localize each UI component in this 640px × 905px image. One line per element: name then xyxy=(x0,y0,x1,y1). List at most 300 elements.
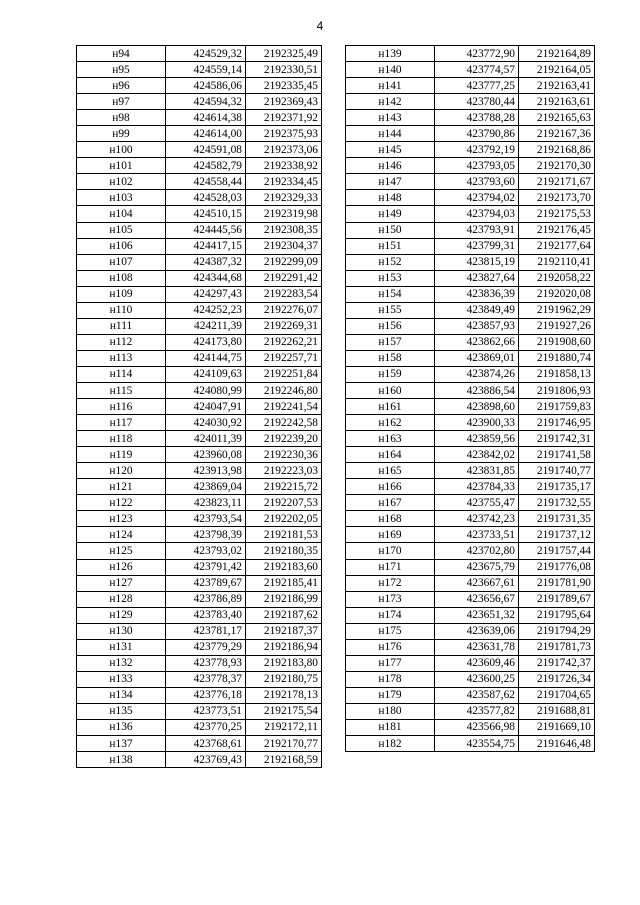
table-row xyxy=(346,190,595,206)
x-coordinate-cell: 423827,64 xyxy=(435,270,519,286)
point-id-cell: н147 xyxy=(346,174,435,190)
y-coordinate-cell: 2192223,03 xyxy=(246,463,322,479)
y-coordinate-cell: 2191740,77 xyxy=(519,463,595,479)
point-id-cell: н118 xyxy=(77,431,166,447)
x-coordinate-cell: 423566,98 xyxy=(435,719,519,735)
y-coordinate-cell: 2192172,11 xyxy=(246,719,322,735)
y-coordinate-cell: 2191704,65 xyxy=(519,687,595,703)
point-id-cell: н159 xyxy=(346,366,435,382)
y-coordinate-cell: 2192239,20 xyxy=(246,431,322,447)
table-row xyxy=(346,270,595,286)
y-coordinate-cell: 2192375,93 xyxy=(246,126,322,142)
point-id-cell: н155 xyxy=(346,302,435,318)
x-coordinate-cell: 423900,33 xyxy=(435,415,519,431)
table-row xyxy=(77,639,322,655)
point-id-cell: н130 xyxy=(77,623,166,639)
point-id-cell: н105 xyxy=(77,222,166,238)
y-coordinate-cell: 2192180,35 xyxy=(246,543,322,559)
point-id-cell: н123 xyxy=(77,511,166,527)
point-id-cell: н173 xyxy=(346,591,435,607)
x-coordinate-cell: 424080,99 xyxy=(166,382,246,398)
y-coordinate-cell: 2191795,64 xyxy=(519,607,595,623)
y-coordinate-cell: 2192299,09 xyxy=(246,254,322,270)
y-coordinate-cell: 2192308,35 xyxy=(246,222,322,238)
point-id-cell: н180 xyxy=(346,703,435,719)
x-coordinate-cell: 423793,02 xyxy=(166,543,246,559)
point-id-cell: н142 xyxy=(346,94,435,110)
table-row xyxy=(346,559,595,575)
x-coordinate-cell: 423770,25 xyxy=(166,719,246,735)
x-coordinate-cell: 424614,38 xyxy=(166,110,246,126)
x-coordinate-cell: 424528,03 xyxy=(166,190,246,206)
x-coordinate-cell: 423960,08 xyxy=(166,447,246,463)
x-coordinate-cell: 423791,42 xyxy=(166,559,246,575)
x-coordinate-cell: 423667,61 xyxy=(435,575,519,591)
x-coordinate-cell: 423831,85 xyxy=(435,463,519,479)
point-id-cell: н148 xyxy=(346,190,435,206)
point-id-cell: н168 xyxy=(346,511,435,527)
point-id-cell: н131 xyxy=(77,639,166,655)
point-id-cell: н100 xyxy=(77,142,166,158)
point-id-cell: н120 xyxy=(77,463,166,479)
table-row xyxy=(346,238,595,254)
x-coordinate-cell: 423755,47 xyxy=(435,495,519,511)
table-row xyxy=(346,46,595,62)
y-coordinate-cell: 2191794,29 xyxy=(519,623,595,639)
y-coordinate-cell: 2192242,58 xyxy=(246,415,322,431)
table-row xyxy=(346,110,595,126)
table-row xyxy=(346,607,595,623)
x-coordinate-cell: 423781,17 xyxy=(166,623,246,639)
x-coordinate-cell: 423631,78 xyxy=(435,639,519,655)
y-coordinate-cell: 2191789,67 xyxy=(519,591,595,607)
y-coordinate-cell: 2192187,37 xyxy=(246,623,322,639)
y-coordinate-cell: 2192058,22 xyxy=(519,270,595,286)
table-row xyxy=(346,126,595,142)
page-number: 4 xyxy=(316,19,324,33)
table-row xyxy=(346,736,595,752)
point-id-cell: н139 xyxy=(346,46,435,62)
table-row xyxy=(77,703,322,719)
y-coordinate-cell: 2191806,93 xyxy=(519,382,595,398)
point-id-cell: н127 xyxy=(77,575,166,591)
table-row xyxy=(77,559,322,575)
point-id-cell: н160 xyxy=(346,382,435,398)
table-row xyxy=(77,752,322,768)
x-coordinate-cell: 423777,25 xyxy=(435,78,519,94)
y-coordinate-cell: 2192335,45 xyxy=(246,78,322,94)
y-coordinate-cell: 2191781,90 xyxy=(519,575,595,591)
table-row xyxy=(77,286,322,302)
table-row xyxy=(77,719,322,735)
table-row xyxy=(346,639,595,655)
table-row xyxy=(77,238,322,254)
table-row xyxy=(77,447,322,463)
point-id-cell: н165 xyxy=(346,463,435,479)
point-id-cell: н171 xyxy=(346,559,435,575)
x-coordinate-cell: 423587,62 xyxy=(435,687,519,703)
table-row xyxy=(346,591,595,607)
point-id-cell: н138 xyxy=(77,752,166,768)
table-row xyxy=(346,415,595,431)
x-coordinate-cell: 424252,23 xyxy=(166,302,246,318)
table-row xyxy=(346,158,595,174)
table-row xyxy=(77,62,322,78)
x-coordinate-cell: 424047,91 xyxy=(166,399,246,415)
x-coordinate-cell: 423780,44 xyxy=(435,94,519,110)
point-id-cell: н166 xyxy=(346,479,435,495)
y-coordinate-cell: 2192171,67 xyxy=(519,174,595,190)
y-coordinate-cell: 2192330,51 xyxy=(246,62,322,78)
y-coordinate-cell: 2191781,73 xyxy=(519,639,595,655)
x-coordinate-cell: 423554,75 xyxy=(435,736,519,752)
y-coordinate-cell: 2192177,64 xyxy=(519,238,595,254)
y-coordinate-cell: 2192187,62 xyxy=(246,607,322,623)
y-coordinate-cell: 2191759,83 xyxy=(519,399,595,415)
x-coordinate-cell: 424297,43 xyxy=(166,286,246,302)
x-coordinate-cell: 424144,75 xyxy=(166,350,246,366)
table-row xyxy=(77,334,322,350)
point-id-cell: н152 xyxy=(346,254,435,270)
point-id-cell: н182 xyxy=(346,736,435,752)
y-coordinate-cell: 2191735,17 xyxy=(519,479,595,495)
y-coordinate-cell: 2192110,41 xyxy=(519,254,595,270)
table-row xyxy=(346,511,595,527)
y-coordinate-cell: 2192168,86 xyxy=(519,142,595,158)
point-id-cell: н114 xyxy=(77,366,166,382)
x-coordinate-cell: 423774,57 xyxy=(435,62,519,78)
x-coordinate-cell: 423857,93 xyxy=(435,318,519,334)
table-row xyxy=(346,575,595,591)
x-coordinate-cell: 423869,01 xyxy=(435,350,519,366)
x-coordinate-cell: 423702,80 xyxy=(435,543,519,559)
table-row xyxy=(77,222,322,238)
table-row xyxy=(77,591,322,607)
x-coordinate-cell: 423793,05 xyxy=(435,158,519,174)
table-row xyxy=(346,286,595,302)
table-row xyxy=(346,222,595,238)
point-id-cell: н158 xyxy=(346,350,435,366)
x-coordinate-cell: 423898,60 xyxy=(435,399,519,415)
x-coordinate-cell: 423773,51 xyxy=(166,703,246,719)
x-coordinate-cell: 423609,46 xyxy=(435,655,519,671)
y-coordinate-cell: 2192163,61 xyxy=(519,94,595,110)
y-coordinate-cell: 2191908,60 xyxy=(519,334,595,350)
y-coordinate-cell: 2192325,49 xyxy=(246,46,322,62)
point-id-cell: н99 xyxy=(77,126,166,142)
table-row xyxy=(77,671,322,687)
y-coordinate-cell: 2191746,95 xyxy=(519,415,595,431)
x-coordinate-cell: 423874,26 xyxy=(435,366,519,382)
y-coordinate-cell: 2192262,21 xyxy=(246,334,322,350)
table-row xyxy=(77,302,322,318)
point-id-cell: н151 xyxy=(346,238,435,254)
point-id-cell: н121 xyxy=(77,479,166,495)
y-coordinate-cell: 2192175,53 xyxy=(519,206,595,222)
y-coordinate-cell: 2192185,41 xyxy=(246,575,322,591)
y-coordinate-cell: 2192319,98 xyxy=(246,206,322,222)
y-coordinate-cell: 2192257,71 xyxy=(246,350,322,366)
x-coordinate-cell: 424529,32 xyxy=(166,46,246,62)
x-coordinate-cell: 423789,67 xyxy=(166,575,246,591)
y-coordinate-cell: 2192164,05 xyxy=(519,62,595,78)
point-id-cell: н104 xyxy=(77,206,166,222)
point-id-cell: н108 xyxy=(77,270,166,286)
point-id-cell: н150 xyxy=(346,222,435,238)
table-row xyxy=(77,399,322,415)
x-coordinate-cell: 423913,98 xyxy=(166,463,246,479)
x-coordinate-cell: 423793,91 xyxy=(435,222,519,238)
x-coordinate-cell: 423793,54 xyxy=(166,511,246,527)
point-id-cell: н109 xyxy=(77,286,166,302)
y-coordinate-cell: 2192369,43 xyxy=(246,94,322,110)
point-id-cell: н169 xyxy=(346,527,435,543)
y-coordinate-cell: 2192183,60 xyxy=(246,559,322,575)
table-row xyxy=(346,431,595,447)
point-id-cell: н110 xyxy=(77,302,166,318)
table-row xyxy=(77,318,322,334)
point-id-cell: н128 xyxy=(77,591,166,607)
point-id-cell: н172 xyxy=(346,575,435,591)
y-coordinate-cell: 2191669,10 xyxy=(519,719,595,735)
table-row xyxy=(77,543,322,559)
x-coordinate-cell: 424586,06 xyxy=(166,78,246,94)
table-row xyxy=(346,399,595,415)
table-row xyxy=(77,415,322,431)
x-coordinate-cell: 423639,06 xyxy=(435,623,519,639)
table-row xyxy=(346,350,595,366)
y-coordinate-cell: 2192180,75 xyxy=(246,671,322,687)
x-coordinate-cell: 424211,39 xyxy=(166,318,246,334)
table-row xyxy=(77,575,322,591)
x-coordinate-cell: 424510,15 xyxy=(166,206,246,222)
x-coordinate-cell: 423786,89 xyxy=(166,591,246,607)
point-id-cell: н143 xyxy=(346,110,435,126)
point-id-cell: н133 xyxy=(77,671,166,687)
point-id-cell: н162 xyxy=(346,415,435,431)
x-coordinate-cell: 423799,31 xyxy=(435,238,519,254)
table-row xyxy=(77,174,322,190)
point-id-cell: н111 xyxy=(77,318,166,334)
table-row xyxy=(346,366,595,382)
x-coordinate-cell: 424011,39 xyxy=(166,431,246,447)
y-coordinate-cell: 2191731,35 xyxy=(519,511,595,527)
point-id-cell: н140 xyxy=(346,62,435,78)
x-coordinate-cell: 424594,32 xyxy=(166,94,246,110)
table-row xyxy=(77,254,322,270)
coordinates-table-right xyxy=(345,45,595,752)
y-coordinate-cell: 2192371,92 xyxy=(246,110,322,126)
table-row xyxy=(77,366,322,382)
y-coordinate-cell: 2191688,81 xyxy=(519,703,595,719)
y-coordinate-cell: 2192251,84 xyxy=(246,366,322,382)
y-coordinate-cell: 2192202,05 xyxy=(246,511,322,527)
y-coordinate-cell: 2191858,13 xyxy=(519,366,595,382)
point-id-cell: н103 xyxy=(77,190,166,206)
table-row xyxy=(77,655,322,671)
point-id-cell: н156 xyxy=(346,318,435,334)
table-row xyxy=(77,94,322,110)
point-id-cell: н167 xyxy=(346,495,435,511)
x-coordinate-cell: 423769,43 xyxy=(166,752,246,768)
y-coordinate-cell: 2191742,37 xyxy=(519,655,595,671)
table-row xyxy=(346,719,595,735)
x-coordinate-cell: 423823,11 xyxy=(166,495,246,511)
table-row xyxy=(77,431,322,447)
table-row xyxy=(346,174,595,190)
x-coordinate-cell: 423794,02 xyxy=(435,190,519,206)
x-coordinate-cell: 423784,33 xyxy=(435,479,519,495)
y-coordinate-cell: 2192181,53 xyxy=(246,527,322,543)
point-id-cell: н179 xyxy=(346,687,435,703)
table-row xyxy=(346,318,595,334)
x-coordinate-cell: 423793,60 xyxy=(435,174,519,190)
x-coordinate-cell: 424173,80 xyxy=(166,334,246,350)
point-id-cell: н161 xyxy=(346,399,435,415)
table-row xyxy=(346,479,595,495)
x-coordinate-cell: 423859,56 xyxy=(435,431,519,447)
x-coordinate-cell: 423778,37 xyxy=(166,671,246,687)
point-id-cell: н145 xyxy=(346,142,435,158)
x-coordinate-cell: 423776,18 xyxy=(166,687,246,703)
y-coordinate-cell: 2191726,34 xyxy=(519,671,595,687)
table-row xyxy=(77,206,322,222)
point-id-cell: н106 xyxy=(77,238,166,254)
point-id-cell: н129 xyxy=(77,607,166,623)
table-row xyxy=(77,46,322,62)
x-coordinate-cell: 424417,15 xyxy=(166,238,246,254)
y-coordinate-cell: 2192176,45 xyxy=(519,222,595,238)
y-coordinate-cell: 2192291,42 xyxy=(246,270,322,286)
x-coordinate-cell: 423815,19 xyxy=(435,254,519,270)
y-coordinate-cell: 2192020,08 xyxy=(519,286,595,302)
x-coordinate-cell: 423886,54 xyxy=(435,382,519,398)
y-coordinate-cell: 2191927,26 xyxy=(519,318,595,334)
table-row xyxy=(77,607,322,623)
point-id-cell: н102 xyxy=(77,174,166,190)
point-id-cell: н144 xyxy=(346,126,435,142)
y-coordinate-cell: 2192173,70 xyxy=(519,190,595,206)
table-row xyxy=(77,463,322,479)
table-row xyxy=(77,527,322,543)
point-id-cell: н135 xyxy=(77,703,166,719)
table-row xyxy=(346,655,595,671)
x-coordinate-cell: 424344,68 xyxy=(166,270,246,286)
table-row xyxy=(346,302,595,318)
point-id-cell: н157 xyxy=(346,334,435,350)
x-coordinate-cell: 424559,14 xyxy=(166,62,246,78)
y-coordinate-cell: 2191737,12 xyxy=(519,527,595,543)
table-row xyxy=(77,158,322,174)
point-id-cell: н116 xyxy=(77,399,166,415)
point-id-cell: н95 xyxy=(77,62,166,78)
x-coordinate-cell: 423836,39 xyxy=(435,286,519,302)
table-row xyxy=(77,479,322,495)
y-coordinate-cell: 2192334,45 xyxy=(246,174,322,190)
table-row xyxy=(346,334,595,350)
y-coordinate-cell: 2192163,41 xyxy=(519,78,595,94)
point-id-cell: н94 xyxy=(77,46,166,62)
x-coordinate-cell: 424109,63 xyxy=(166,366,246,382)
x-coordinate-cell: 423675,79 xyxy=(435,559,519,575)
table-row xyxy=(346,671,595,687)
y-coordinate-cell: 2191880,74 xyxy=(519,350,595,366)
coordinates-table-left xyxy=(76,45,322,768)
table-row xyxy=(346,527,595,543)
y-coordinate-cell: 2192183,80 xyxy=(246,655,322,671)
table-row xyxy=(346,382,595,398)
point-id-cell: н125 xyxy=(77,543,166,559)
point-id-cell: н141 xyxy=(346,78,435,94)
point-id-cell: н154 xyxy=(346,286,435,302)
y-coordinate-cell: 2191962,29 xyxy=(519,302,595,318)
table-row xyxy=(77,687,322,703)
y-coordinate-cell: 2192167,36 xyxy=(519,126,595,142)
y-coordinate-cell: 2192170,30 xyxy=(519,158,595,174)
table-row xyxy=(346,142,595,158)
point-id-cell: н178 xyxy=(346,671,435,687)
point-id-cell: н136 xyxy=(77,719,166,735)
table-row xyxy=(346,623,595,639)
table-row xyxy=(77,190,322,206)
point-id-cell: н181 xyxy=(346,719,435,735)
point-id-cell: н170 xyxy=(346,543,435,559)
point-id-cell: н175 xyxy=(346,623,435,639)
x-coordinate-cell: 423778,93 xyxy=(166,655,246,671)
x-coordinate-cell: 423651,32 xyxy=(435,607,519,623)
x-coordinate-cell: 423869,04 xyxy=(166,479,246,495)
point-id-cell: н146 xyxy=(346,158,435,174)
point-id-cell: н132 xyxy=(77,655,166,671)
point-id-cell: н98 xyxy=(77,110,166,126)
x-coordinate-cell: 423656,67 xyxy=(435,591,519,607)
y-coordinate-cell: 2192175,54 xyxy=(246,703,322,719)
point-id-cell: н112 xyxy=(77,334,166,350)
y-coordinate-cell: 2191646,48 xyxy=(519,736,595,752)
point-id-cell: н126 xyxy=(77,559,166,575)
table-row xyxy=(346,703,595,719)
y-coordinate-cell: 2192246,80 xyxy=(246,382,322,398)
point-id-cell: н113 xyxy=(77,350,166,366)
table-row xyxy=(346,78,595,94)
y-coordinate-cell: 2192373,06 xyxy=(246,142,322,158)
table-row xyxy=(77,350,322,366)
point-id-cell: н163 xyxy=(346,431,435,447)
point-id-cell: н134 xyxy=(77,687,166,703)
table-row xyxy=(346,62,595,78)
table-row xyxy=(346,94,595,110)
x-coordinate-cell: 423849,49 xyxy=(435,302,519,318)
y-coordinate-cell: 2192241,54 xyxy=(246,399,322,415)
point-id-cell: н124 xyxy=(77,527,166,543)
y-coordinate-cell: 2192304,37 xyxy=(246,238,322,254)
x-coordinate-cell: 423794,03 xyxy=(435,206,519,222)
y-coordinate-cell: 2191741,58 xyxy=(519,447,595,463)
table-row xyxy=(346,254,595,270)
y-coordinate-cell: 2192276,07 xyxy=(246,302,322,318)
y-coordinate-cell: 2192178,13 xyxy=(246,687,322,703)
y-coordinate-cell: 2192230,36 xyxy=(246,447,322,463)
point-id-cell: н97 xyxy=(77,94,166,110)
y-coordinate-cell: 2191742,31 xyxy=(519,431,595,447)
point-id-cell: н137 xyxy=(77,736,166,752)
x-coordinate-cell: 423783,40 xyxy=(166,607,246,623)
point-id-cell: н174 xyxy=(346,607,435,623)
y-coordinate-cell: 2192283,54 xyxy=(246,286,322,302)
table-row xyxy=(77,495,322,511)
x-coordinate-cell: 424582,79 xyxy=(166,158,246,174)
table-row xyxy=(346,447,595,463)
